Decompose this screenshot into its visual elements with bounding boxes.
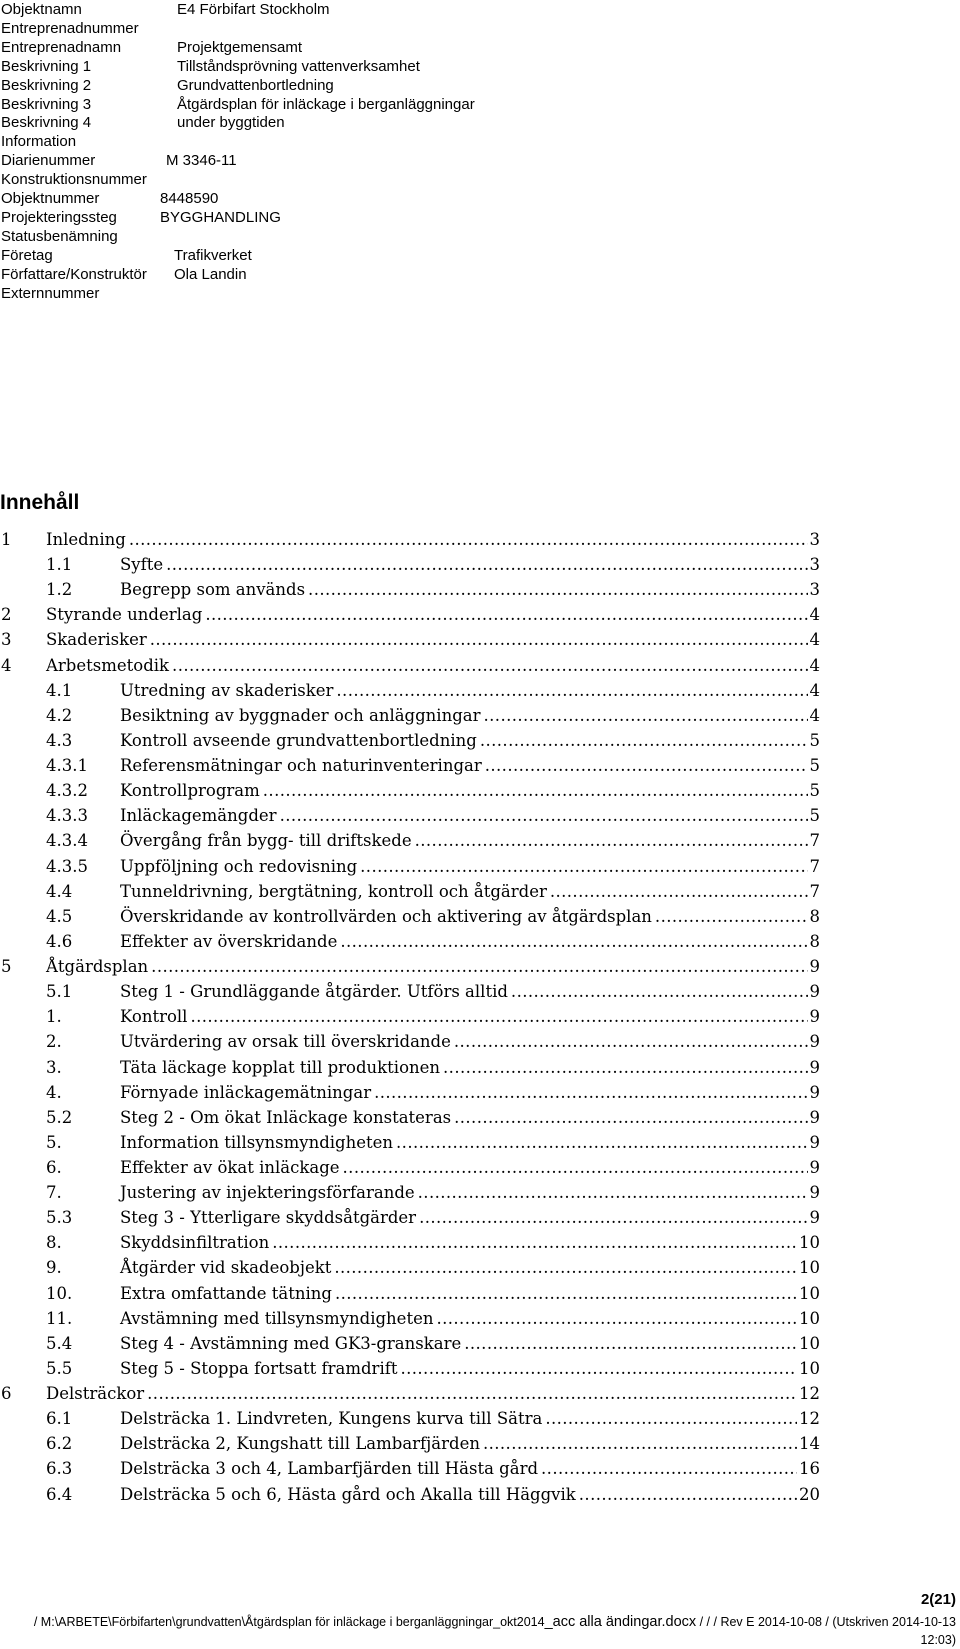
toc-entry-number: 10. bbox=[46, 1283, 73, 1303]
toc-entry-title: Överskridande av kontrollvärden och aktivering av åtgärdsplan bbox=[120, 905, 655, 929]
metadata-value: Projektgemensamt bbox=[177, 38, 303, 56]
toc-entry[interactable] bbox=[0, 1457, 820, 1481]
toc-entry-line bbox=[120, 1030, 820, 1054]
toc-entry-number: 4.3.1 bbox=[46, 756, 88, 776]
toc-entry-page: 9 bbox=[809, 1107, 820, 1127]
toc-entry[interactable] bbox=[0, 880, 820, 904]
toc-entry-title: Utredning av skaderisker bbox=[120, 679, 336, 703]
toc-entry-page: 4 bbox=[809, 680, 820, 700]
toc-entry-line bbox=[120, 855, 820, 879]
toc-entry[interactable] bbox=[0, 955, 820, 979]
toc-dot-leader bbox=[579, 1483, 797, 1507]
toc-entry-title: Övergång från bygg- till driftskede bbox=[120, 829, 415, 853]
toc-entry-line bbox=[120, 729, 820, 753]
toc-entry-page: 7 bbox=[809, 831, 820, 851]
toc-entry-number: 5.2 bbox=[46, 1107, 73, 1127]
toc-entry-number: 6.2 bbox=[46, 1434, 73, 1454]
toc-dot-leader bbox=[454, 1106, 807, 1130]
metadata-value: E4 Förbifart Stockholm bbox=[177, 1, 330, 18]
metadata-value: M 3346-11 bbox=[166, 152, 237, 170]
toc-entry-page: 3 bbox=[809, 555, 820, 575]
toc-entry-page: 5 bbox=[809, 756, 820, 776]
toc-dot-leader bbox=[511, 980, 808, 1004]
toc-dot-leader bbox=[150, 628, 808, 652]
toc-entry-line bbox=[120, 754, 820, 778]
toc-entry-line bbox=[120, 1156, 820, 1180]
toc-entry-title: Uppföljning och redovisning bbox=[120, 855, 360, 879]
toc-entry-line bbox=[120, 1056, 820, 1080]
toc-entry[interactable] bbox=[0, 1432, 820, 1456]
toc-entry-title: Inläckagemängder bbox=[120, 804, 280, 828]
toc-entry[interactable] bbox=[0, 804, 820, 828]
toc-entry-line bbox=[120, 1483, 820, 1507]
toc-entry[interactable] bbox=[0, 980, 820, 1004]
toc-entry[interactable] bbox=[0, 930, 820, 954]
toc-entry-page: 8 bbox=[809, 906, 820, 926]
toc-dot-leader bbox=[336, 679, 807, 703]
toc-entry-title: Besiktning av byggnader och anläggningar bbox=[120, 704, 484, 728]
toc-dot-leader bbox=[545, 1407, 797, 1431]
toc-entry-title: Täta läckage kopplat till produktionen bbox=[120, 1056, 443, 1080]
toc-entry[interactable] bbox=[0, 1056, 820, 1080]
toc-entry-number: 1. bbox=[46, 1007, 62, 1027]
toc-entry[interactable] bbox=[0, 654, 820, 678]
toc-entry-number: 5.3 bbox=[46, 1208, 73, 1228]
toc-entry-line bbox=[120, 1106, 820, 1130]
toc-entry-number: 5.1 bbox=[46, 982, 73, 1002]
metadata-label: Information bbox=[1, 133, 77, 151]
toc-entry-page: 8 bbox=[809, 931, 820, 951]
toc-entry[interactable] bbox=[0, 1005, 820, 1029]
toc-entry-line bbox=[120, 1181, 820, 1205]
toc-entry-page: 20 bbox=[799, 1484, 820, 1504]
metadata-label: Statusbenämning bbox=[1, 227, 118, 245]
toc-entry[interactable] bbox=[0, 704, 820, 728]
toc-entry-page: 4 bbox=[809, 655, 820, 675]
toc-entry-line bbox=[120, 1005, 820, 1029]
toc-heading: Innehåll bbox=[0, 491, 80, 514]
toc-entry-title: Inledning bbox=[46, 528, 129, 552]
toc-entry-line bbox=[120, 880, 820, 904]
metadata-label: Beskrivning 1 bbox=[1, 57, 92, 75]
toc-entry[interactable] bbox=[0, 779, 820, 803]
toc-entry-title: Skyddsinfiltration bbox=[120, 1231, 272, 1255]
metadata-value: Ola Landin bbox=[174, 265, 247, 283]
toc-dot-leader bbox=[550, 880, 808, 904]
toc-entry-title: Tunneldrivning, bergtätning, kontroll och åtgärder bbox=[120, 880, 550, 904]
metadata-value: BYGGHANDLING bbox=[160, 208, 281, 226]
metadata-value: Åtgärdsplan för inläckage i berganläggningar bbox=[177, 95, 475, 113]
toc-entry-line bbox=[120, 1432, 820, 1456]
toc-entry-line bbox=[120, 905, 820, 929]
toc-entry[interactable] bbox=[0, 729, 820, 753]
toc-entry-line bbox=[46, 654, 820, 678]
metadata-label: Objektnummer bbox=[1, 190, 100, 207]
toc-entry-line bbox=[120, 679, 820, 703]
metadata-value: Trafikverket bbox=[174, 246, 252, 264]
footer-path-start: / M:\ARBETE\Förbifarten\grundvatten\Åtgärdsplan för inläckage i berganläggningar_okt2014 bbox=[33, 1615, 545, 1629]
toc-entry-page: 10 bbox=[799, 1308, 820, 1328]
toc-entry-number: 4 bbox=[1, 655, 12, 675]
toc-entry-title: Delsträcka 5 och 6, Hästa gård och Akalla till Häggvik bbox=[120, 1483, 579, 1507]
toc-entry[interactable] bbox=[0, 829, 820, 853]
metadata-label: Externnummer bbox=[1, 284, 100, 302]
toc-entry-page: 9 bbox=[809, 1082, 820, 1102]
toc-entry-number: 4.4 bbox=[46, 881, 73, 901]
toc-entry[interactable] bbox=[0, 1307, 820, 1331]
toc-entry-page: 9 bbox=[809, 1183, 820, 1203]
metadata-value: Tillståndsprövning vattenverksamhet bbox=[177, 57, 420, 75]
toc-dot-leader bbox=[436, 1307, 797, 1331]
toc-entry-line bbox=[120, 930, 820, 954]
toc-entry-number: 7. bbox=[46, 1183, 62, 1203]
toc-dot-leader bbox=[443, 1056, 807, 1080]
toc-entry-line bbox=[120, 980, 820, 1004]
toc-entry-page: 4 bbox=[809, 705, 820, 725]
toc-entry-number: 4.3.4 bbox=[46, 831, 88, 851]
toc-entry-number: 5. bbox=[46, 1132, 62, 1152]
toc-entry-line bbox=[46, 628, 820, 652]
toc-dot-leader bbox=[360, 855, 807, 879]
metadata-label: Författare/Konstruktör bbox=[1, 265, 147, 283]
toc-entry-number: 6.1 bbox=[46, 1409, 73, 1429]
toc-entry-number: 4.3.2 bbox=[46, 781, 88, 801]
toc-entry-line bbox=[120, 704, 820, 728]
toc-entry-number: 5 bbox=[1, 957, 12, 977]
toc-entry-page: 12 bbox=[799, 1409, 820, 1429]
metadata-value: 8448590 bbox=[160, 190, 219, 207]
toc-entry-number: 9. bbox=[46, 1258, 62, 1278]
toc-entry-page: 9 bbox=[809, 1032, 820, 1052]
toc-entry[interactable] bbox=[0, 1206, 820, 1230]
toc-dot-leader bbox=[464, 1332, 797, 1356]
toc-entry-page: 7 bbox=[809, 881, 820, 901]
toc-entry-page: 9 bbox=[809, 1132, 820, 1152]
toc-entry-page: 10 bbox=[799, 1233, 820, 1253]
toc-entry-number: 6. bbox=[46, 1158, 62, 1177]
toc-entry-title: Justering av injekteringsförfarande bbox=[120, 1181, 418, 1205]
toc-dot-leader bbox=[335, 1282, 797, 1306]
footer-file-path bbox=[6, 1613, 956, 1649]
metadata-label: Entreprenadnummer bbox=[1, 19, 139, 37]
page-number: 2(21) bbox=[920, 1591, 956, 1608]
toc-entry[interactable] bbox=[0, 1131, 820, 1155]
toc-entry[interactable] bbox=[0, 1106, 820, 1130]
toc-entry-line bbox=[120, 578, 820, 602]
toc-entry-number: 4.1 bbox=[46, 680, 73, 700]
toc-entry-page: 9 bbox=[809, 1158, 820, 1177]
toc-entry-number: 5.4 bbox=[46, 1333, 73, 1353]
toc-dot-leader bbox=[400, 1357, 797, 1381]
toc-entry-number: 1.1 bbox=[46, 555, 73, 575]
metadata-label: Beskrivning 4 bbox=[1, 114, 92, 132]
metadata-label: Projekteringssteg bbox=[1, 208, 117, 226]
toc-dot-leader bbox=[334, 1256, 797, 1280]
toc-entry-page: 16 bbox=[799, 1459, 820, 1479]
toc-entry-number: 3. bbox=[46, 1057, 62, 1077]
toc-entry-title: Steg 4 - Avstämning med GK3-granskare bbox=[120, 1332, 464, 1356]
toc-dot-leader bbox=[454, 1030, 808, 1054]
toc-dot-leader bbox=[485, 754, 808, 778]
toc-entry-number: 6 bbox=[1, 1384, 12, 1404]
toc-entry-number: 4.5 bbox=[46, 906, 73, 926]
toc-entry-title: Styrande underlag bbox=[46, 603, 205, 627]
toc-dot-leader bbox=[655, 905, 808, 929]
toc-entry[interactable] bbox=[0, 528, 820, 552]
toc-entry-title: Syfte bbox=[120, 553, 166, 577]
toc-entry-page: 3 bbox=[809, 580, 820, 600]
toc-entry-number: 4.2 bbox=[46, 705, 73, 725]
toc-entry-number: 4. bbox=[46, 1082, 62, 1102]
toc-entry[interactable] bbox=[0, 578, 820, 602]
toc-entry-page: 12 bbox=[799, 1384, 820, 1404]
toc-entry-line bbox=[120, 1307, 820, 1331]
toc-entry[interactable] bbox=[0, 553, 820, 577]
toc-entry-number: 5.5 bbox=[46, 1358, 73, 1378]
toc-entry-title: Förnyade inläckagemätningar bbox=[120, 1081, 374, 1105]
toc-entry-title: Kontroll avseende grundvattenbortledning bbox=[120, 729, 480, 753]
toc-dot-leader bbox=[396, 1131, 807, 1155]
toc-dot-leader bbox=[484, 704, 808, 728]
toc-entry[interactable] bbox=[0, 1282, 820, 1306]
toc-dot-leader bbox=[190, 1005, 807, 1029]
toc-dot-leader bbox=[374, 1081, 807, 1105]
toc-entry-title: Avstämning med tillsynsmyndigheten bbox=[120, 1307, 436, 1331]
toc-dot-leader bbox=[308, 578, 807, 602]
metadata-label: Konstruktionsnummer bbox=[1, 171, 147, 189]
toc-entry-page: 3 bbox=[809, 530, 820, 549]
metadata-label: Företag bbox=[1, 246, 53, 264]
toc-entry-title: Åtgärdsplan bbox=[46, 955, 151, 979]
toc-entry[interactable] bbox=[0, 1156, 820, 1180]
toc-entry-title: Begrepp som används bbox=[120, 578, 308, 602]
toc-entry-title: Information tillsynsmyndigheten bbox=[120, 1131, 396, 1155]
toc-entry[interactable] bbox=[0, 1081, 820, 1105]
toc-entry-line bbox=[120, 1206, 820, 1230]
toc-entry-title: Arbetsmetodik bbox=[46, 654, 172, 678]
toc-entry-page: 9 bbox=[809, 957, 820, 977]
toc-entry-page: 5 bbox=[809, 781, 820, 801]
toc-dot-leader bbox=[129, 528, 808, 552]
toc-entry-line bbox=[46, 603, 820, 627]
toc-dot-leader bbox=[205, 603, 807, 627]
toc-entry-page: 10 bbox=[799, 1333, 820, 1353]
toc-entry[interactable] bbox=[0, 905, 820, 929]
toc-entry-line bbox=[120, 1332, 820, 1356]
metadata-label: Beskrivning 3 bbox=[1, 95, 92, 113]
toc-entry[interactable] bbox=[0, 603, 820, 627]
toc-entry[interactable] bbox=[0, 1357, 820, 1381]
toc-entry-title: Delsträcka 2, Kungshatt till Lambarfjärden bbox=[120, 1432, 483, 1456]
toc-dot-leader bbox=[480, 729, 808, 753]
metadata-label: Beskrivning 2 bbox=[1, 76, 92, 94]
toc-entry-number: 6.4 bbox=[46, 1484, 73, 1504]
toc-entry-title: Steg 2 - Om ökat Inläckage konstateras bbox=[120, 1106, 454, 1130]
metadata-label: Entreprenadnamn bbox=[1, 38, 122, 56]
toc-entry-title: Steg 3 - Ytterligare skyddsåtgärder bbox=[120, 1206, 419, 1230]
toc-entry-title: Delsträckor bbox=[46, 1382, 147, 1406]
toc-entry-page: 9 bbox=[809, 1057, 820, 1077]
toc-entry[interactable] bbox=[0, 1181, 820, 1205]
toc-entry-number: 4.6 bbox=[46, 931, 73, 951]
toc-entry[interactable] bbox=[0, 1030, 820, 1054]
toc-entry[interactable] bbox=[0, 1231, 820, 1255]
toc-entry-line bbox=[120, 1256, 820, 1280]
toc-entry-title: Delsträcka 1. Lindvreten, Kungens kurva till Sätra bbox=[120, 1407, 545, 1431]
toc-dot-leader bbox=[419, 1206, 807, 1230]
toc-dot-leader bbox=[340, 930, 807, 954]
toc-dot-leader bbox=[147, 1382, 797, 1406]
toc-entry-line bbox=[120, 804, 820, 828]
toc-entry-number: 4.3.3 bbox=[46, 806, 88, 826]
toc-dot-leader bbox=[415, 829, 808, 853]
toc-entry-page: 10 bbox=[799, 1283, 820, 1303]
toc-entry-title: Steg 1 - Grundläggande åtgärder. Utförs alltid bbox=[120, 980, 511, 1004]
toc-entry-page: 9 bbox=[809, 982, 820, 1002]
metadata-label: Objektnamn bbox=[1, 1, 82, 18]
toc-dot-leader bbox=[151, 955, 807, 979]
toc-entry-title: Kontroll bbox=[120, 1005, 190, 1029]
toc-entry-title: Effekter av överskridande bbox=[120, 930, 340, 954]
toc-entry-line bbox=[120, 1081, 820, 1105]
toc-entry[interactable] bbox=[0, 1483, 820, 1507]
toc-dot-leader bbox=[272, 1231, 797, 1255]
toc-entry-line bbox=[46, 528, 820, 552]
toc-entry-line bbox=[120, 779, 820, 803]
toc-entry[interactable] bbox=[0, 1256, 820, 1280]
toc-entry-page: 10 bbox=[799, 1358, 820, 1378]
toc-entry-title: Skaderisker bbox=[46, 628, 150, 652]
metadata-value: under byggtiden bbox=[177, 114, 285, 132]
toc-entry-number: 1.2 bbox=[46, 580, 73, 600]
toc-entry-line bbox=[120, 553, 820, 577]
toc-entry[interactable] bbox=[0, 1332, 820, 1356]
toc-entry[interactable] bbox=[0, 855, 820, 879]
toc-entry-title: Extra omfattande tätning bbox=[120, 1282, 335, 1306]
toc-entry[interactable] bbox=[0, 754, 820, 778]
toc-entry[interactable] bbox=[0, 628, 820, 652]
toc-dot-leader bbox=[483, 1432, 797, 1456]
toc-entry-title: Effekter av ökat inläckage bbox=[120, 1156, 343, 1180]
toc-entry-number: 2 bbox=[1, 605, 12, 625]
metadata-label: Diarienummer bbox=[1, 152, 96, 170]
toc-entry-page: 7 bbox=[809, 856, 820, 876]
metadata-value: Grundvattenbortledning bbox=[177, 76, 334, 94]
toc-entry-number: 4.3 bbox=[46, 730, 73, 750]
toc-entry-page: 10 bbox=[799, 1258, 820, 1278]
footer-path-end: / / / Rev E 2014-10-08 / (Utskriven 2014-10-13 12:03) bbox=[696, 1615, 956, 1647]
toc-dot-leader bbox=[280, 804, 808, 828]
toc-entry-title: Delsträcka 3 och 4, Lambarfjärden till Hästa gård bbox=[120, 1457, 541, 1481]
toc-entry-line bbox=[120, 1131, 820, 1155]
toc-entry-line bbox=[120, 1357, 820, 1381]
toc-entry-number: 3 bbox=[1, 630, 12, 650]
footer-path-filename: _acc alla ändingar.docx bbox=[544, 1614, 697, 1630]
toc-entry-title: Steg 5 - Stoppa fortsatt framdrift bbox=[120, 1357, 400, 1381]
toc-dot-leader bbox=[166, 553, 807, 577]
toc-dot-leader bbox=[418, 1181, 808, 1205]
toc-entry-title: Referensmätningar och naturinventeringar bbox=[120, 754, 485, 778]
toc-entry-line bbox=[120, 1231, 820, 1255]
toc-entry-page: 4 bbox=[809, 605, 820, 625]
toc-entry-page: 9 bbox=[809, 1208, 820, 1228]
toc-entry[interactable] bbox=[0, 679, 820, 703]
toc-entry-number: 4.3.5 bbox=[46, 856, 88, 876]
toc-entry-page: 14 bbox=[799, 1434, 820, 1454]
toc-entry-number: 2. bbox=[46, 1032, 62, 1052]
toc-entry-line bbox=[120, 829, 820, 853]
toc-entry-page: 4 bbox=[809, 630, 820, 650]
toc-entry-title: Åtgärder vid skadeobjekt bbox=[120, 1256, 334, 1280]
toc-dot-leader bbox=[541, 1457, 797, 1481]
toc-entry-line bbox=[120, 1407, 820, 1431]
toc-dot-leader bbox=[343, 1156, 808, 1180]
toc-entry[interactable] bbox=[0, 1382, 820, 1406]
toc-entry-page: 9 bbox=[809, 1007, 820, 1027]
toc-entry-line bbox=[46, 955, 820, 979]
toc-dot-leader bbox=[172, 654, 807, 678]
toc-entry-title: Utvärdering av orsak till överskridande bbox=[120, 1030, 454, 1054]
toc-entry-number: 11. bbox=[46, 1308, 73, 1328]
toc-entry-number: 6.3 bbox=[46, 1459, 73, 1479]
toc-entry-number: 1 bbox=[1, 530, 12, 549]
toc-entry-title: Kontrollprogram bbox=[120, 779, 263, 803]
toc-entry-page: 5 bbox=[809, 806, 820, 826]
toc-entry-line bbox=[120, 1457, 820, 1481]
toc-entry-line bbox=[120, 1282, 820, 1306]
toc-entry[interactable] bbox=[0, 1407, 820, 1431]
toc-dot-leader bbox=[263, 779, 808, 803]
toc-entry-number: 8. bbox=[46, 1233, 62, 1253]
toc-entry-line bbox=[46, 1382, 820, 1406]
toc-entry-page: 5 bbox=[809, 730, 820, 750]
